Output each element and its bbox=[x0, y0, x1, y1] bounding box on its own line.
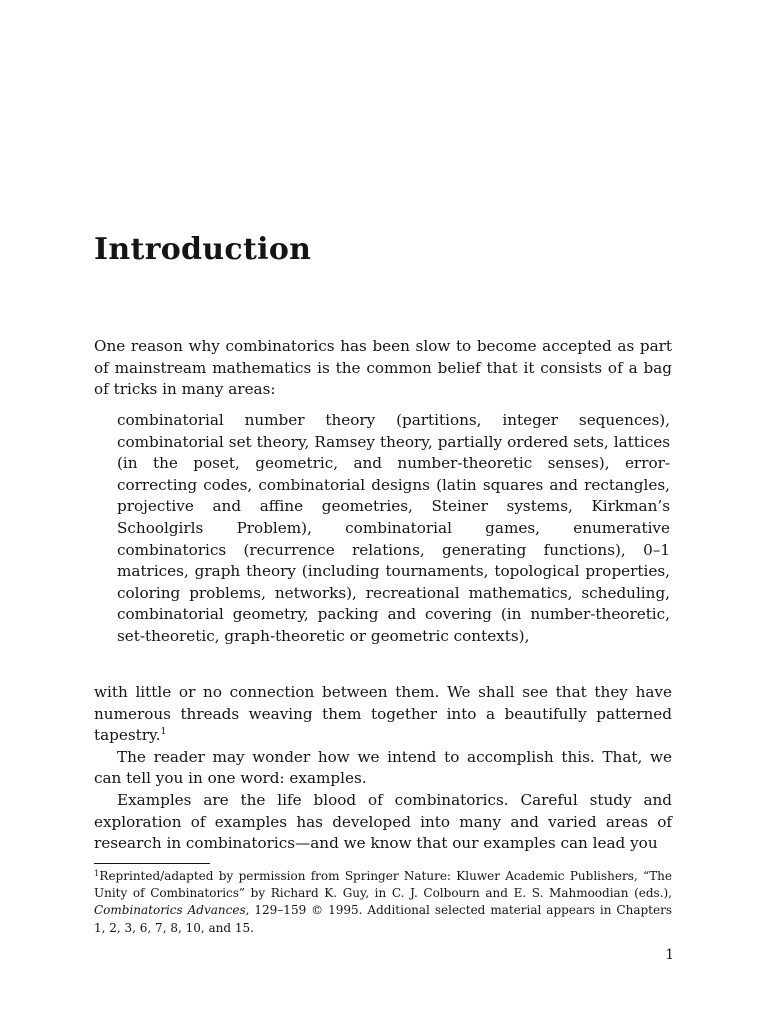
chapter-title: Introduction bbox=[94, 232, 312, 267]
footnote-book-title: Combinatorics Advances bbox=[94, 903, 246, 918]
paragraph-text: One reason why combinatorics has been slow to become accepted as part of mainstream mathematics is the common belief that it consists of a bag of tricks in many areas: bbox=[94, 337, 672, 399]
paragraph-text: with little or no connection between them. We shall see that they have numerous threads weaving them together into a beautifully patterned tapestry. bbox=[94, 683, 672, 745]
footnote-number: 1 bbox=[94, 869, 100, 879]
paragraph-life-blood: Examples are the life blood of combinatorics. Careful study and exploration of examples has developed into many and varied areas of research in combinatorics—and we know that our examples can lead you bbox=[94, 790, 672, 853]
footnote-text-end: , 129–159 © 1995. Additional selected material appears in Chapters 1, 2, 3, 6, 7, 8, 10, and 15. bbox=[94, 903, 672, 935]
topics-block-quote: combinatorial number theory (partitions, integer sequences), combinatorial set theory, Ramsey theory, partially ordered sets, lattices (in the poset, geometric, and number-theoretic senses), error-correcting codes, combinatorial designs (latin squares and rectangles, projective and affine geometries, Steiner systems, Kirkman’s Schoolgirls Problem), combinatorial games, enumerative combinatorics (recurrence relations, generating functions), 0–1 matrices, graph theory (including tournaments, topological properties, coloring problems, networks), recreational mathematics, scheduling, combinatorial geometry, packing and covering (in number-theoretic, set-theoretic, graph-theoretic or geometric contexts), bbox=[117, 411, 670, 645]
footnote-reference[interactable]: 1 bbox=[160, 726, 167, 738]
page-number: 1 bbox=[665, 947, 674, 963]
body-paragraphs bbox=[94, 682, 672, 855]
footnote-text-start: Reprinted/adapted by permission from Springer Nature: Kluwer Academic Publishers, “The Unity of Combinatorics” by Richard K. Guy, in C. J. Colbourn and E. S. Mahmoodian (eds.), bbox=[94, 869, 672, 901]
paragraph-examples-intro: The reader may wonder how we intend to accomplish this. That, we can tell you in one word: examples. bbox=[94, 747, 672, 788]
footnote-divider bbox=[94, 863, 210, 864]
footnote bbox=[94, 868, 672, 937]
intro-paragraph bbox=[94, 336, 672, 401]
paragraph-connection bbox=[94, 682, 672, 747]
